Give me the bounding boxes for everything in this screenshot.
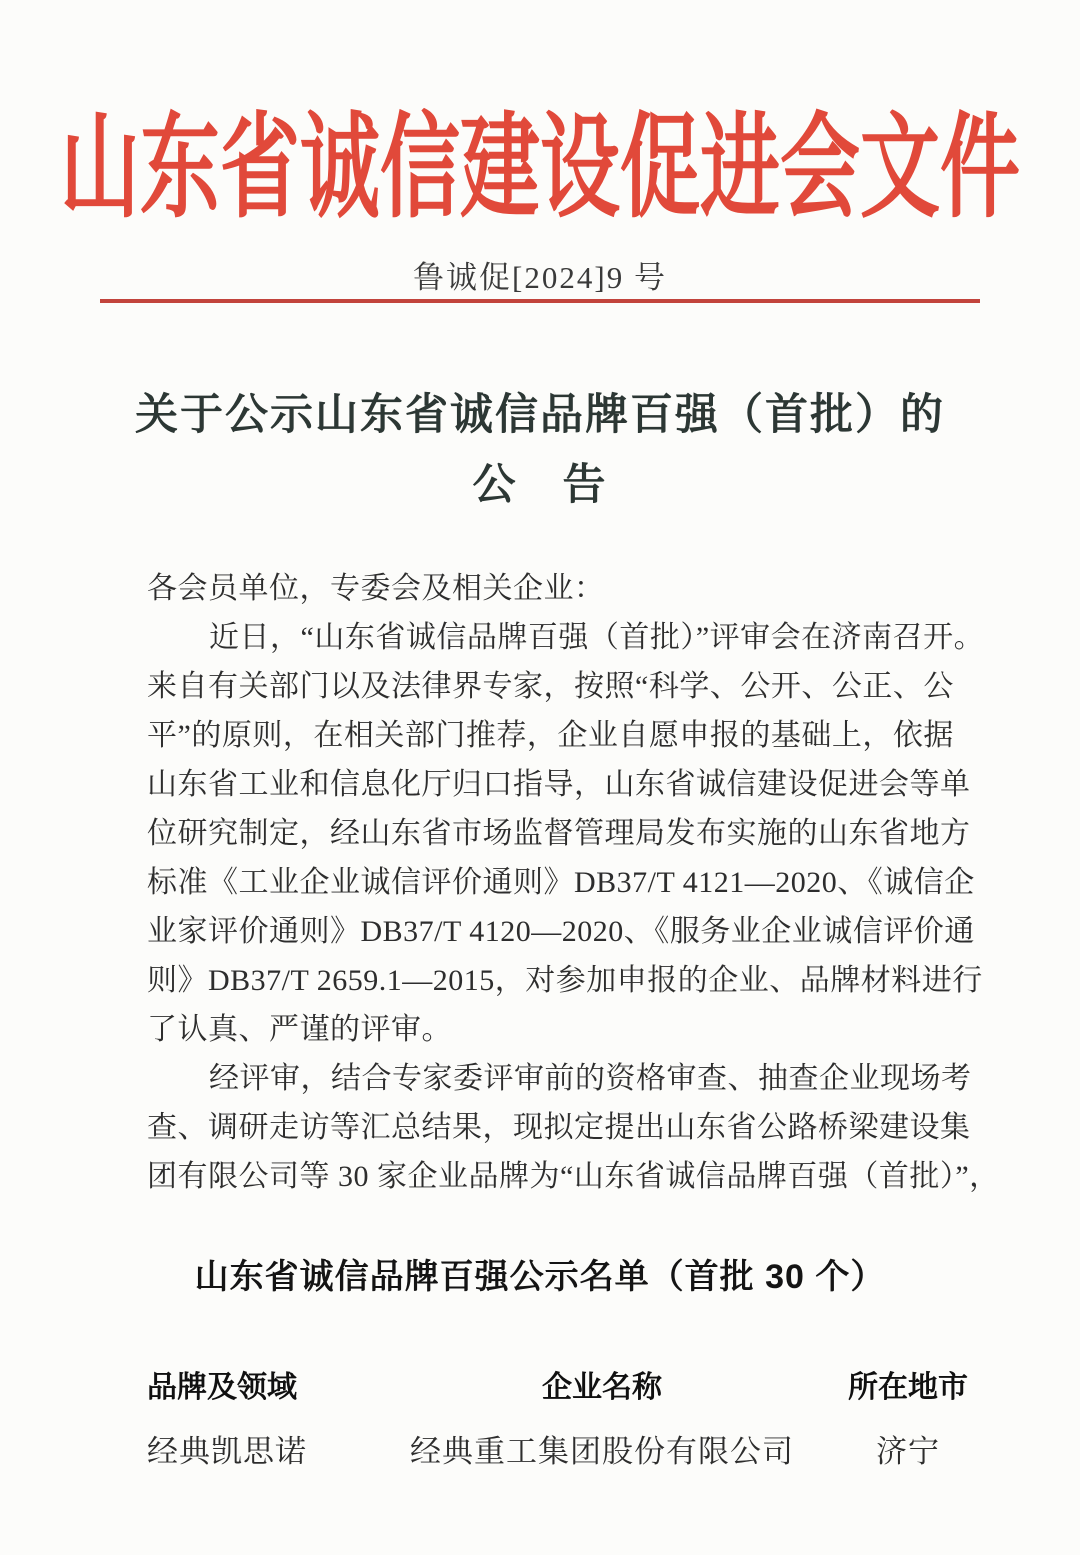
table-header-company: 企业名称 [542,1371,662,1404]
body-line: 业家评价通则》DB37/T 4120—2020、《服务业企业诚信评价通 [147,915,975,948]
body-line: 来自有关部门以及法律界专家，按照“科学、公开、公正、公 [147,670,954,703]
notice-title [0,381,1080,521]
body-line: 位研究制定，经山东省市场监督管理局发布实施的山东省地方 [147,817,971,850]
body-line: 山东省工业和信息化厅归口指导，山东省诚信建设促进会等单 [147,768,971,801]
body-line: 各会员单位，专委会及相关企业： [147,572,605,605]
body-line: 标准《工业企业诚信评价通则》DB37/T 4121—2020、《诚信企 [147,866,975,899]
document-number: 鲁诚促[2024]9 号 [413,260,667,295]
body-line: 平”的原则，在相关部门推荐，企业自愿申报的基础上，依据 [147,719,954,752]
notice-body [147,564,1000,1201]
list-subtitle: 山东省诚信品牌百强公示名单（首批 30 个） [194,1258,886,1296]
table-row [147,1432,977,1472]
notice-title-line1: 关于公示山东省诚信品牌百强（首批）的 [135,392,945,439]
body-line: 则》DB37/T 2659.1—2015，对参加申报的企业、品牌材料进行 [147,964,983,997]
table-cell-brand: 经典凯思诺 [147,1434,307,1469]
table-cell-company: 经典重工集团股份有限公司 [410,1434,794,1469]
brand-list-table [147,1370,977,1472]
red-divider-line [100,299,980,303]
table-header-brand: 品牌及领域 [147,1371,297,1404]
table-header-city: 所在地市 [848,1371,968,1404]
body-line: 近日，“山东省诚信品牌百强（首批）”评审会在济南召开。 [209,621,985,654]
letterhead-title: 山东省诚信建设促进会文件 [60,107,1020,233]
body-line: 团有限公司等 30 家企业品牌为“山东省诚信品牌百强（首批）”， [147,1160,1000,1193]
body-line: 了认真、严谨的评审。 [147,1013,452,1046]
notice-title-line2: 公 告 [472,462,608,509]
table-cell-city: 济宁 [876,1434,940,1469]
body-line: 经评审，结合专家委评审前的资格审查、抽查企业现场考 [209,1062,972,1095]
table-header-row [147,1370,977,1406]
body-line: 查、调研走访等汇总结果，现拟定提出山东省公路桥梁建设集 [147,1111,971,1144]
